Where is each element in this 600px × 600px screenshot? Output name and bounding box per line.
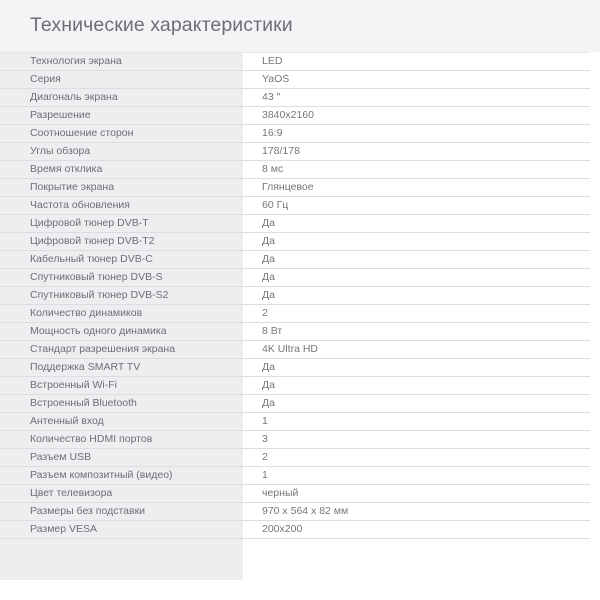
spec-value: 60 Гц bbox=[243, 197, 590, 215]
spec-label: Серия bbox=[0, 71, 243, 89]
spec-label: Время отклика bbox=[0, 161, 243, 179]
table-row bbox=[0, 431, 590, 449]
spec-label: Разъем композитный (видео) bbox=[0, 467, 243, 485]
spec-value: LED bbox=[243, 53, 590, 71]
table-row bbox=[0, 521, 590, 539]
table-row bbox=[0, 215, 590, 233]
spec-label: Кабельный тюнер DVB-C bbox=[0, 251, 243, 269]
spec-label: Антенный вход bbox=[0, 413, 243, 431]
spec-value: 2 bbox=[243, 449, 590, 467]
spec-label: Спутниковый тюнер DVB-S2 bbox=[0, 287, 243, 305]
table-row bbox=[0, 449, 590, 467]
spec-label: Диагональ экрана bbox=[0, 89, 243, 107]
spec-label: Встроенный Wi-Fi bbox=[0, 377, 243, 395]
spec-label: Цифровой тюнер DVB-T bbox=[0, 215, 243, 233]
spec-label: Частота обновления bbox=[0, 197, 243, 215]
page-title: Технические характеристики bbox=[30, 14, 293, 36]
spec-value: 1 bbox=[243, 467, 590, 485]
spec-value: 3 bbox=[243, 431, 590, 449]
spec-value: 2 bbox=[243, 305, 590, 323]
spec-value: Да bbox=[243, 215, 590, 233]
table-row bbox=[0, 107, 590, 125]
spec-value: Глянцевое bbox=[243, 179, 590, 197]
table-row bbox=[0, 269, 590, 287]
spec-value: Да bbox=[243, 233, 590, 251]
table-row bbox=[0, 359, 590, 377]
table-row bbox=[0, 323, 590, 341]
spec-value: 200x200 bbox=[243, 521, 590, 539]
table-row bbox=[0, 233, 590, 251]
spec-label: Углы обзора bbox=[0, 143, 243, 161]
panel-header bbox=[0, 0, 600, 52]
spec-label: Количество динамиков bbox=[0, 305, 243, 323]
spec-label: Разъем USB bbox=[0, 449, 243, 467]
table-row bbox=[0, 287, 590, 305]
spec-label: Разрешение bbox=[0, 107, 243, 125]
spec-value: 970 x 564 x 82 мм bbox=[243, 503, 590, 521]
spec-label: Поддержка SMART TV bbox=[0, 359, 243, 377]
table-row bbox=[0, 485, 590, 503]
table-row bbox=[0, 161, 590, 179]
table-row bbox=[0, 179, 590, 197]
spec-value: черный bbox=[243, 485, 590, 503]
table-row bbox=[0, 503, 590, 521]
spec-value: 3840x2160 bbox=[243, 107, 590, 125]
spec-value: Да bbox=[243, 377, 590, 395]
table-row bbox=[0, 197, 590, 215]
table-row bbox=[0, 125, 590, 143]
table-row bbox=[0, 89, 590, 107]
table-row bbox=[0, 413, 590, 431]
spec-value: 4K Ultra HD bbox=[243, 341, 590, 359]
spec-value: 8 Вт bbox=[243, 323, 590, 341]
table-row bbox=[0, 341, 590, 359]
spec-label: Встроенный Bluetooth bbox=[0, 395, 243, 413]
specifications-table bbox=[0, 52, 590, 539]
spec-value: 8 мс bbox=[243, 161, 590, 179]
table-row bbox=[0, 53, 590, 71]
table-row bbox=[0, 305, 590, 323]
spec-value: Да bbox=[243, 395, 590, 413]
spec-value: Да bbox=[243, 359, 590, 377]
spec-label: Покрытие экрана bbox=[0, 179, 243, 197]
table-row bbox=[0, 467, 590, 485]
spec-label: Спутниковый тюнер DVB-S bbox=[0, 269, 243, 287]
spec-value: 1 bbox=[243, 413, 590, 431]
spec-value: 43 " bbox=[243, 89, 590, 107]
table-row bbox=[0, 395, 590, 413]
spec-label: Размеры без подставки bbox=[0, 503, 243, 521]
spec-label: Размер VESA bbox=[0, 521, 243, 539]
spec-label: Стандарт разрешения экрана bbox=[0, 341, 243, 359]
spec-value: Да bbox=[243, 269, 590, 287]
spec-label: Мощность одного динамика bbox=[0, 323, 243, 341]
spec-label: Технология экрана bbox=[0, 53, 243, 71]
spec-label: Соотношение сторон bbox=[0, 125, 243, 143]
spec-label: Цифровой тюнер DVB-T2 bbox=[0, 233, 243, 251]
table-row bbox=[0, 251, 590, 269]
spec-label: Цвет телевизора bbox=[0, 485, 243, 503]
spec-value: Да bbox=[243, 287, 590, 305]
spec-value: 178/178 bbox=[243, 143, 590, 161]
specifications-table-body bbox=[0, 53, 590, 539]
table-row bbox=[0, 143, 590, 161]
spec-label: Количество HDMI портов bbox=[0, 431, 243, 449]
table-row bbox=[0, 377, 590, 395]
table-row bbox=[0, 71, 590, 89]
spec-value: Да bbox=[243, 251, 590, 269]
spec-value: YaOS bbox=[243, 71, 590, 89]
spec-value: 16:9 bbox=[243, 125, 590, 143]
